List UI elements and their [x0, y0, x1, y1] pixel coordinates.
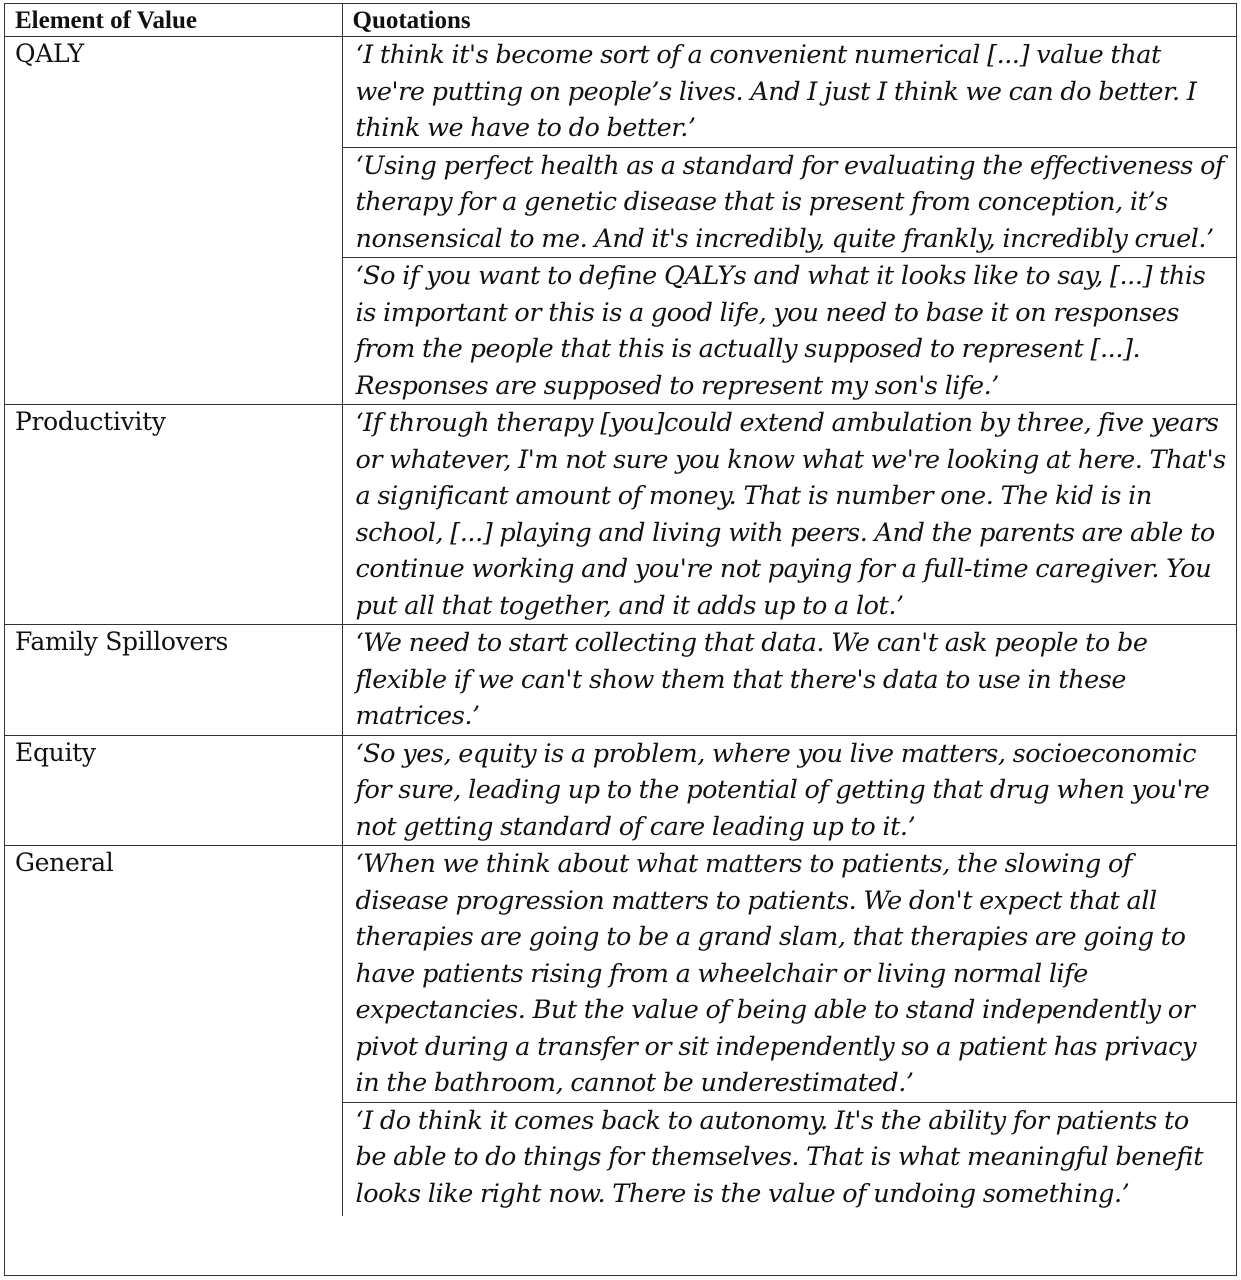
- header-quotations: Quotations: [342, 4, 1236, 37]
- table-grid: [5, 4, 1236, 1216]
- table-row-equity: [5, 735, 1236, 846]
- quote-text: ‘I think it's become sort of a convenient numerical [...] value that we're putting on people’s lives. And I just I think we can do better. I think we have to do better.’: [355, 40, 1197, 143]
- element-label: Family Spillovers: [5, 625, 342, 736]
- element-label: General: [15, 848, 114, 877]
- quotes-cell: [342, 405, 1236, 625]
- quote-text: ‘Using perfect health as a standard for evaluating the effectiveness of therapy for a genetic disease that is present from conception, it’s nonsensical to me. And it's incredibly, quite frankly, incredibly cruel.’: [343, 147, 1237, 258]
- table-row-qaly: [5, 37, 1236, 405]
- header-row: [5, 4, 1236, 37]
- table-row-general: [5, 846, 1236, 1217]
- quote-text: ‘So if you want to define QALYs and what it looks like to say, [...] this is important or this is a good life, you need to base it on responses from the people that this is actually supposed to represent [...]. Responses are supposed to represent my son's life.’: [343, 257, 1237, 404]
- quote-text: ‘If through therapy [you]could extend ambulation by three, five years or whatever, I'm not sure you know what we're looking at here. That's a significant amount of money. That is number one. The kid is in school, [...] playing and living with peers. And the parents are able to continue working and you're not paying for a full-time caregiver. You put all that together, and it adds up to a lot.’: [355, 408, 1226, 621]
- element-label: Productivity: [5, 405, 342, 625]
- header-element-of-value: Element of Value: [5, 4, 342, 37]
- quote-text: ‘I do think it comes back to autonomy. It's the ability for patients to be able to do things for themselves. That is what meaningful benefit looks like right now. There is the value of undoing something.’: [343, 1102, 1237, 1217]
- quotations-table: [4, 3, 1237, 1276]
- quotes-cell: [342, 37, 1236, 405]
- quote-text: ‘When we think about what matters to patients, the slowing of disease progression matters to patients. We don't expect that all therapies are going to be a grand slam, that therapies are going to have patients rising from a wheelchair or living normal life expectancies. But the value of being able to stand independently or pivot during a transfer or sit independently so a patient has privacy in the bathroom, cannot be underestimated.’: [355, 849, 1197, 1098]
- element-label: Equity: [5, 735, 342, 846]
- quotes-cell: [342, 625, 1236, 736]
- quotes-cell: [342, 846, 1236, 1217]
- element-label: QALY: [5, 37, 342, 405]
- table-row-productivity: [5, 405, 1236, 625]
- quote-text: ‘So yes, equity is a problem, where you live matters, socioeconomic for sure, leading up to the potential of getting that drug when you're not getting standard of care leading up to it.’: [355, 738, 1210, 842]
- quote-text: ‘We need to start collecting that data. We can't ask people to be flexible if we can't show them that there's data to use in these matrices.’: [355, 628, 1148, 731]
- table-row-family-spillovers: [5, 625, 1236, 736]
- quotes-cell: [342, 735, 1236, 846]
